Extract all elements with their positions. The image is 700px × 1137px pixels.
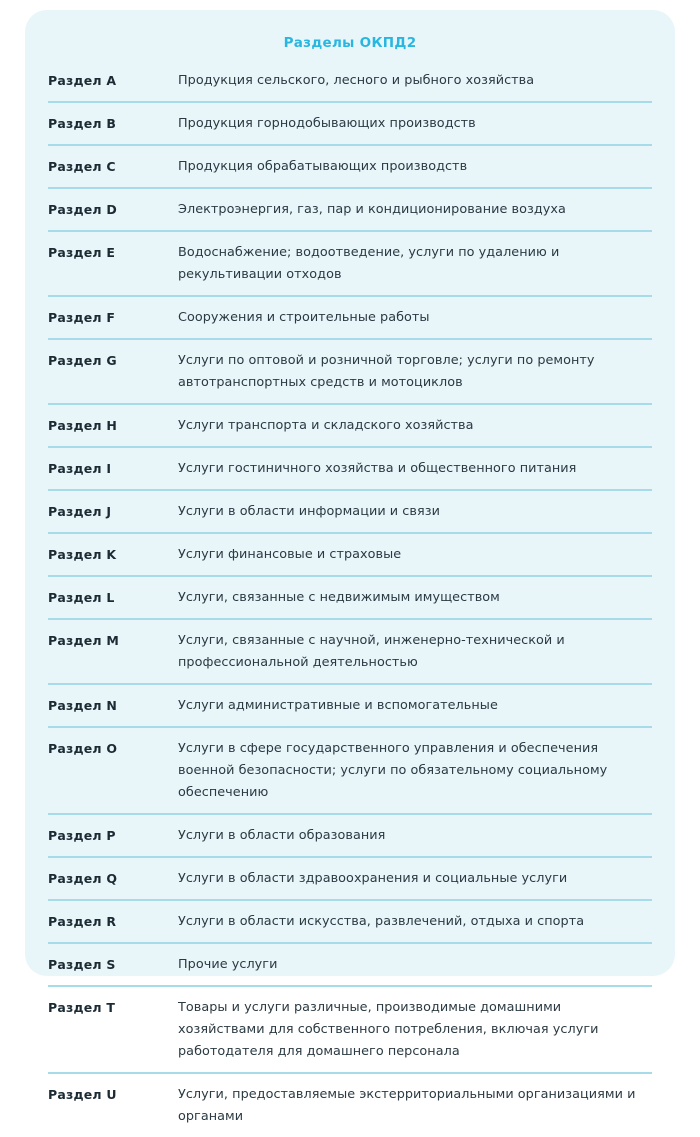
section-description: Продукция обрабатывающих производств [178,159,468,174]
section-code: Раздел P [48,828,116,843]
section-description: Услуги, связанные с научной, инженерно-технической и профессиональной деятельностью [178,633,565,670]
section-code: Раздел S [48,957,116,972]
table-row[interactable] [48,532,652,575]
section-description: Водоснабжение; водоотведение, услуги по удалению и рекультивации отходов [178,245,560,282]
section-description: Электроэнергия, газ, пар и кондиционирование воздуха [178,202,566,217]
table-row[interactable] [48,403,652,446]
section-code: Раздел L [48,590,115,605]
section-code: Раздел D [48,202,117,217]
table-row[interactable] [48,683,652,726]
sections-table [25,52,675,1137]
table-row[interactable] [48,618,652,683]
page-title: Разделы ОКПД2 [283,35,417,51]
section-code: Раздел C [48,159,116,174]
table-row[interactable] [48,489,652,532]
section-description: Товары и услуги различные, производимые домашними хозяйствами для собственного потребления, включая услуги работодателя для домашнего персонала [178,1000,599,1059]
section-code: Раздел E [48,245,116,260]
table-row[interactable] [48,187,652,230]
table-row[interactable] [48,230,652,295]
section-code: Раздел O [48,741,118,756]
section-description: Услуги в области информации и связи [178,504,440,519]
section-description: Услуги по оптовой и розничной торговле; услуги по ремонту автотранспортных средств и мотоциклов [178,353,595,390]
section-code: Раздел Q [48,871,118,886]
section-code: Раздел A [48,73,117,88]
table-row[interactable] [48,144,652,187]
section-code: Раздел M [48,633,119,648]
section-description: Услуги финансовые и страховые [178,547,402,562]
section-description: Услуги в области образования [178,828,386,843]
section-code: Раздел H [48,418,118,433]
section-description: Услуги в области искусства, развлечений, отдыха и спорта [178,914,585,929]
section-code: Раздел B [48,116,117,131]
section-code: Раздел G [48,353,117,368]
okpd2-sections-card [25,10,675,1124]
table-row[interactable] [48,1072,652,1137]
section-description: Услуги транспорта и складского хозяйства [178,418,474,433]
section-description: Услуги в области здравоохранения и социальные услуги [178,871,568,886]
table-row[interactable] [48,446,652,489]
section-code: Раздел N [48,698,118,713]
section-code: Раздел F [48,310,116,325]
table-row[interactable] [48,295,652,338]
table-row[interactable] [48,101,652,144]
table-row[interactable] [48,338,652,403]
table-row[interactable] [48,575,652,618]
section-description: Услуги гостиничного хозяйства и общественного питания [178,461,577,476]
section-description: Прочие услуги [178,957,278,972]
section-description: Продукция горнодобывающих производств [178,116,476,131]
section-code: Раздел K [48,547,117,562]
section-description: Услуги административные и вспомогательные [178,698,498,713]
section-code: Раздел I [48,461,112,476]
section-description: Услуги в сфере государственного управления и обеспечения военной безопасности; услуги по обязательному социальному обеспечению [178,741,608,800]
table-row[interactable] [48,985,652,1072]
table-row[interactable] [48,942,652,985]
section-code: Раздел U [48,1087,117,1102]
section-description: Продукция сельского, лесного и рыбного хозяйства [178,73,535,88]
section-description: Услуги, связанные с недвижимым имуществом [178,590,500,605]
table-row[interactable] [48,813,652,856]
table-row[interactable] [48,856,652,899]
section-description: Услуги, предоставляемые экстерриториальными организациями и органами [178,1087,636,1124]
table-row[interactable] [48,899,652,942]
section-code: Раздел T [48,1000,116,1015]
table-row[interactable] [48,52,652,101]
section-code: Раздел R [48,914,117,929]
table-row[interactable] [48,726,652,813]
section-code: Раздел J [48,504,112,519]
section-description: Сооружения и строительные работы [178,310,430,325]
